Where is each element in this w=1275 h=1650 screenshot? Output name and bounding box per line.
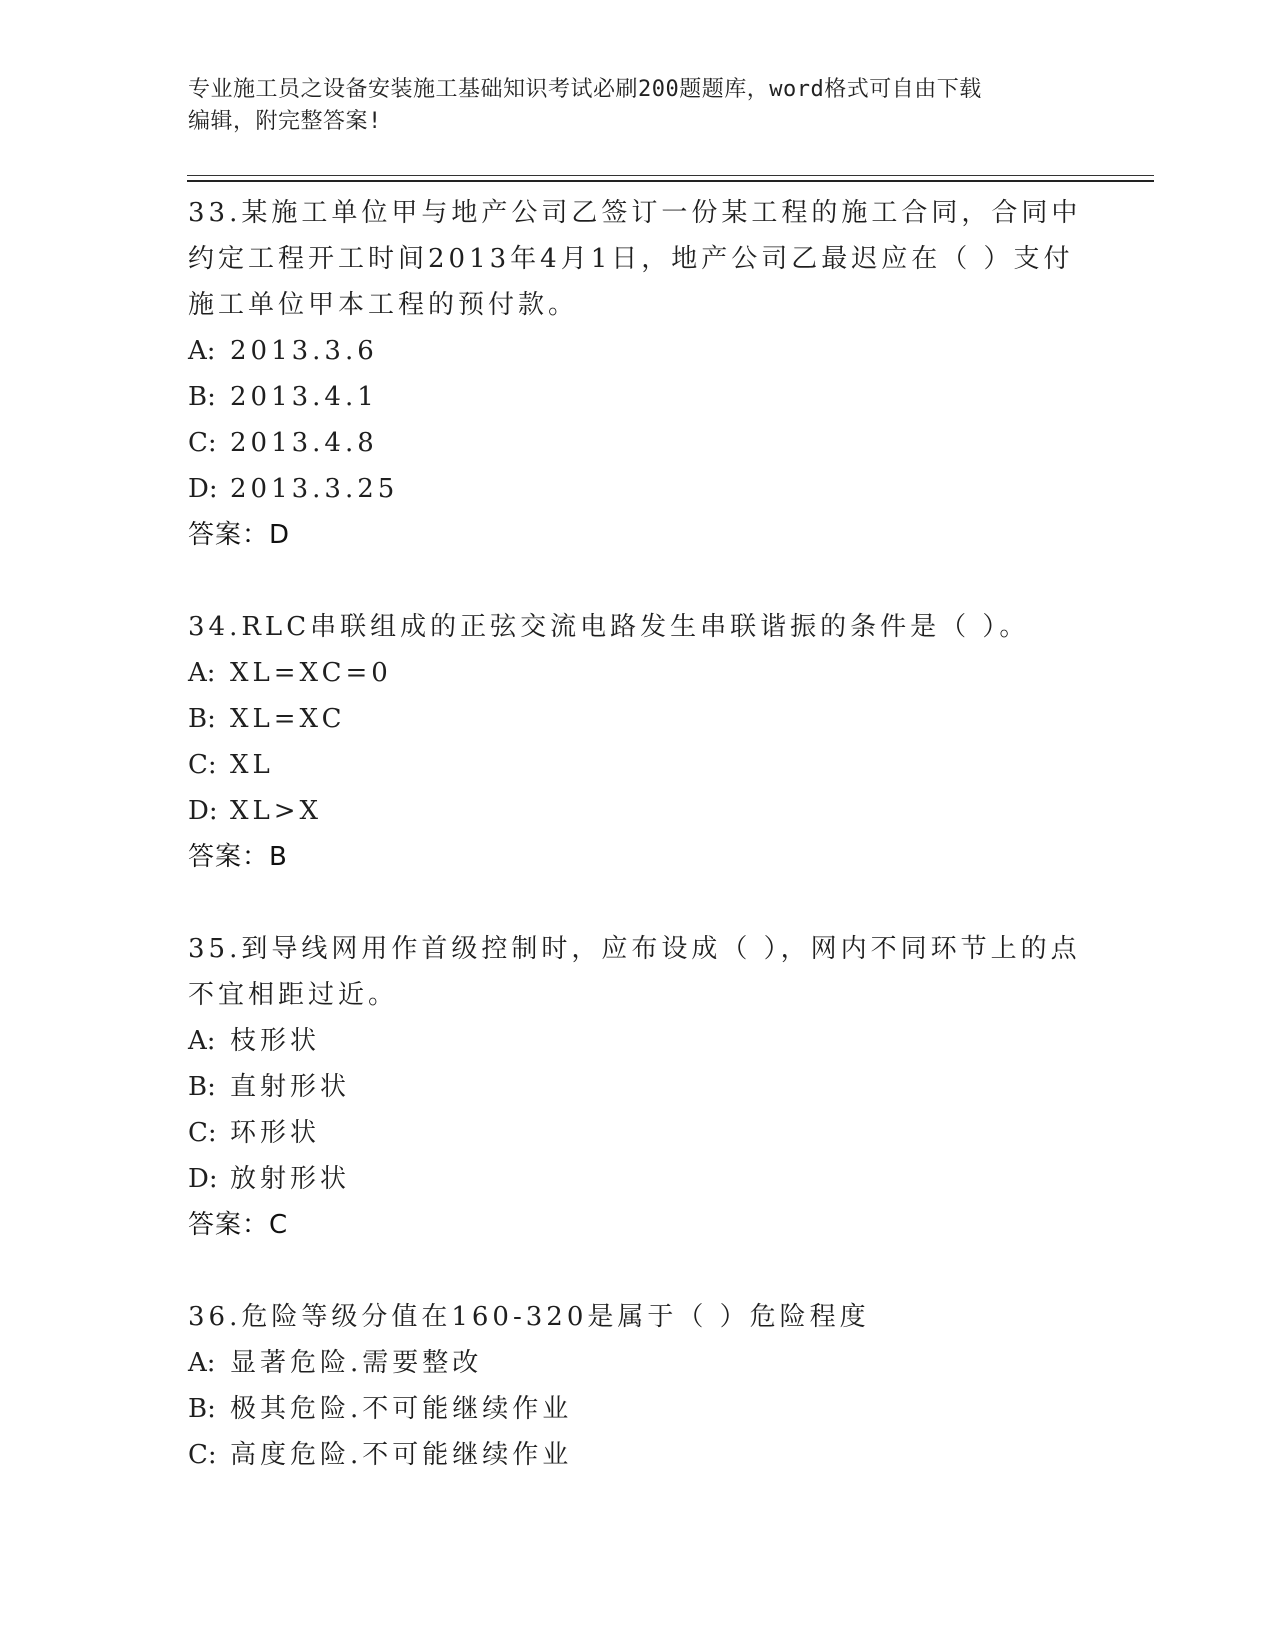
option-letter: A: — [188, 1348, 216, 1378]
option-letter: A: — [188, 658, 216, 688]
option-text: 枝形状 — [230, 1026, 321, 1056]
option-letter: C: — [188, 750, 217, 780]
option-a — [188, 1340, 1088, 1386]
option-b — [188, 1386, 1088, 1432]
option-text: 2013.3.6 — [230, 336, 378, 366]
option-letter: C: — [188, 1118, 217, 1148]
question-spacer — [188, 1248, 1088, 1294]
option-text: 放射形状 — [230, 1164, 351, 1194]
question-block-36 — [188, 1294, 1088, 1478]
question-stem: 35.到导线网用作首级控制时，应布设成（ ），网内不同环节上的点不宜相距过近。 — [188, 934, 1081, 1010]
option-text: 高度危险.不可能继续作业 — [230, 1440, 573, 1470]
option-letter: B: — [188, 704, 216, 734]
option-text: 2013.4.1 — [230, 382, 378, 412]
option-d — [188, 788, 1088, 834]
option-c — [188, 742, 1088, 788]
question-spacer — [188, 558, 1088, 604]
option-letter: D: — [188, 474, 218, 504]
option-b — [188, 1064, 1088, 1110]
header-title-line-1: 专业施工员之设备安装施工基础知识考试必刷200题题库，word格式可自由下载 — [188, 77, 982, 102]
option-text: XL — [230, 750, 274, 780]
option-b — [188, 696, 1088, 742]
question-spacer — [188, 880, 1088, 926]
option-text: 直射形状 — [230, 1072, 351, 1102]
option-letter: B: — [188, 382, 216, 412]
header-divider-thin — [187, 175, 1154, 176]
question-stem: 36.危险等级分值在160-320是属于（ ）危险程度 — [188, 1302, 870, 1332]
answer-label: 答案：C — [188, 1210, 289, 1240]
option-a — [188, 650, 1088, 696]
question-stem: 34.RLC串联组成的正弦交流电路发生串联谐振的条件是（ ）。 — [188, 612, 1030, 642]
option-c — [188, 420, 1088, 466]
question-list — [188, 190, 1088, 1478]
option-letter: A: — [188, 1026, 216, 1056]
option-text: 2013.3.25 — [230, 474, 399, 504]
option-c — [188, 1432, 1088, 1478]
option-letter: B: — [188, 1394, 216, 1424]
option-letter: D: — [188, 1164, 218, 1194]
option-a — [188, 1018, 1088, 1064]
option-letter: D: — [188, 796, 218, 826]
answer-label: 答案：D — [188, 520, 291, 550]
option-letter: A: — [188, 336, 216, 366]
option-d — [188, 1156, 1088, 1202]
option-text: 2013.4.8 — [230, 428, 378, 458]
option-text: 环形状 — [230, 1118, 321, 1148]
header-title-line-2: 编辑，附完整答案! — [188, 109, 382, 134]
header-divider-thick — [187, 180, 1154, 182]
option-letter: C: — [188, 1440, 217, 1470]
option-letter: B: — [188, 1072, 216, 1102]
option-text: XL=XC — [230, 704, 346, 734]
question-stem: 33.某施工单位甲与地产公司乙签订一份某工程的施工合同，合同中约定工程开工时间2013年4月1日，地产公司乙最迟应在（ ）支付施工单位甲本工程的预付款。 — [188, 198, 1082, 320]
option-text: 显著危险.需要整改 — [230, 1348, 483, 1378]
option-text: 极其危险.不可能继续作业 — [230, 1394, 573, 1424]
document-header — [188, 74, 1088, 138]
question-block-35 — [188, 926, 1088, 1248]
answer-label: 答案：B — [188, 842, 288, 872]
option-a — [188, 328, 1088, 374]
option-letter: C: — [188, 428, 217, 458]
option-d — [188, 466, 1088, 512]
question-block-33 — [188, 190, 1088, 558]
option-text: XL>X — [230, 796, 323, 826]
question-block-34 — [188, 604, 1088, 880]
option-b — [188, 374, 1088, 420]
option-text: XL=XC=0 — [230, 658, 392, 688]
option-c — [188, 1110, 1088, 1156]
